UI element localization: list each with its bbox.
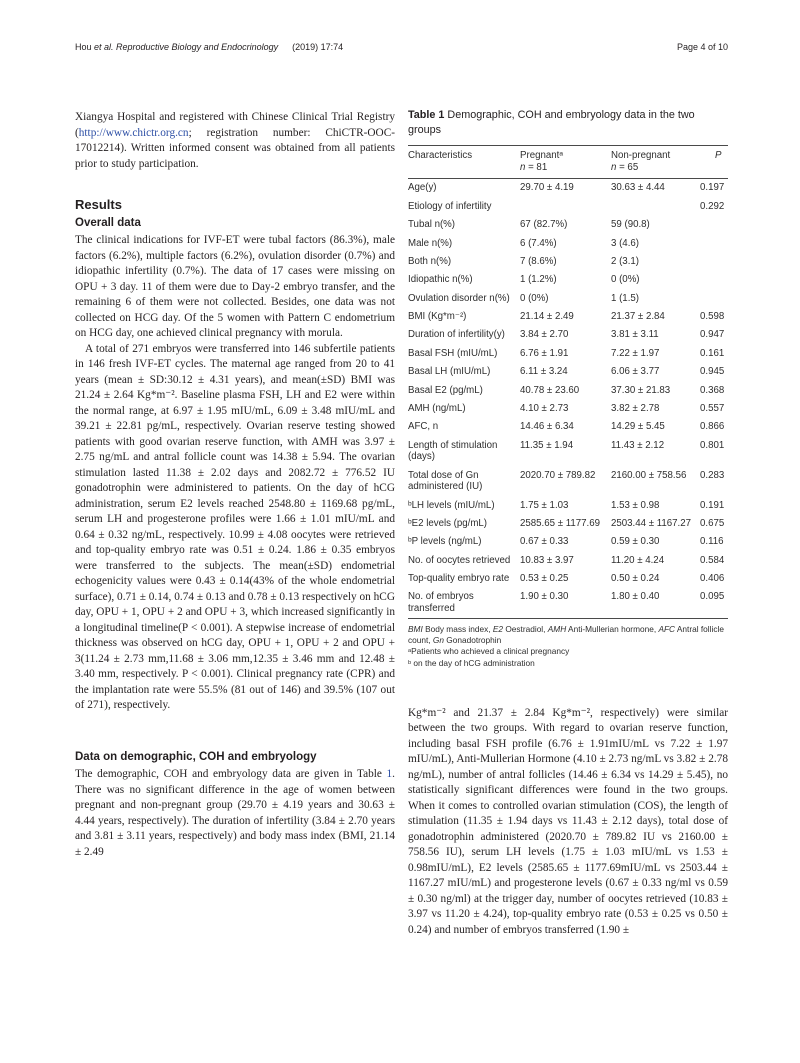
nonpregnant-value: 2 (3.1) — [611, 255, 639, 267]
demographic-text-post: . There was no significant difference in the age of women between pregnant and non-pregnant group (29.70 ± 4.19 years and 30.63 ± 4.44 years, respectively). The duration of infertility (3.84 ± 2.70 years and 3.81 ± 3.11 years, respectively) and body mass index (BMI, 21.14 ± 2.49 — [75, 768, 395, 858]
nonpregnant-value: 7.22 ± 1.97 — [611, 347, 660, 359]
p-value — [700, 219, 728, 231]
row-label: Etiology of infertility — [408, 200, 492, 212]
row-label: Ovulation disorder n(%) — [408, 292, 510, 304]
nonpregnant-value: 2160.00 ± 758.56 — [611, 469, 687, 481]
row-label: Both n(%) — [408, 255, 452, 267]
table-row — [408, 496, 728, 514]
table-row — [408, 588, 728, 618]
p-value: 0.557 — [700, 402, 725, 414]
table-row — [408, 363, 728, 381]
overall-data-heading: Overall data — [75, 216, 141, 229]
p-value: 0.368 — [700, 384, 725, 396]
footnote-b: ᵇ on the day of hCG administration — [408, 657, 535, 668]
results-heading: Results — [75, 197, 122, 212]
row-label: No. of embryos transferred — [408, 591, 474, 615]
table-row — [408, 570, 728, 588]
pregnant-value: 0.67 ± 0.33 — [520, 536, 569, 548]
nonpregnant-value: 30.63 ± 4.44 — [611, 182, 665, 194]
nonpregnant-value: 11.43 ± 2.12 — [611, 439, 665, 451]
pregnant-value: 3.84 ± 2.70 — [520, 329, 569, 341]
table-row — [408, 179, 728, 197]
pregnant-value: 0 (0%) — [520, 292, 549, 304]
row-label: AFC, n — [408, 421, 439, 433]
nonpregnant-value: 14.29 ± 5.45 — [611, 421, 665, 433]
p-value — [700, 238, 728, 250]
citation-year-volume: (2019) 17:74 — [292, 42, 344, 52]
pregnant-value — [520, 201, 611, 213]
table-title-text: Demographic, COH and embryology data in the two groups — [408, 109, 695, 136]
demographic-text-pre: The demographic, COH and embryology data are given in Table — [75, 768, 387, 780]
nonpregnant-value: 3.82 ± 2.78 — [611, 402, 660, 414]
pregnant-value: 1 (1.2%) — [520, 274, 557, 286]
nonpregnant-value: 1 (1.5) — [611, 292, 639, 304]
intro-paragraph — [75, 110, 395, 172]
p-value: 0.095 — [700, 591, 725, 603]
row-label: Duration of infertility(y) — [408, 329, 505, 341]
row-label: ᵇE2 levels (pg/mL) — [408, 517, 488, 529]
running-head-citation — [75, 42, 343, 52]
table-row — [408, 234, 728, 252]
p-value: 0.598 — [700, 311, 725, 323]
row-label: AMH (ng/mL) — [408, 402, 466, 414]
nonpregnant-value: 11.20 ± 4.24 — [611, 554, 665, 566]
p-value: 0.292 — [700, 200, 725, 212]
pregnant-value: 40.78 ± 23.60 — [520, 384, 580, 396]
p-value: 0.197 — [700, 182, 725, 194]
column-header-nonpregnant — [611, 150, 700, 174]
pregnant-value: 67 (82.7%) — [520, 219, 568, 231]
p-value: 0.584 — [700, 554, 725, 566]
table-row — [408, 551, 728, 569]
pregnant-value: 2585.65 ± 1177.69 — [520, 517, 601, 529]
row-label: Male n(%) — [408, 237, 453, 249]
table-row — [408, 466, 728, 496]
pregnant-value: 7 (8.6%) — [520, 255, 557, 267]
p-value: 0.406 — [700, 573, 725, 585]
p-value: 0.283 — [700, 469, 725, 481]
table-row — [408, 326, 728, 344]
pregnant-value: 21.14 ± 2.49 — [520, 311, 574, 323]
table-row — [408, 289, 728, 307]
row-label: Age(y) — [408, 182, 437, 194]
table-row — [408, 381, 728, 399]
nonpregnant-value: 2503.44 ± 1167.27 — [611, 517, 692, 529]
pregnant-value: 6 (7.4%) — [520, 237, 557, 249]
nonpregnant-value: 59 (90.8) — [611, 219, 650, 231]
row-label: No. of oocytes retrieved — [408, 554, 511, 566]
column-header-nonpregnant-n: n = 65 — [611, 162, 639, 173]
row-label: Tubal n(%) — [408, 219, 456, 231]
intro-text-pre: Xiangya Hospital and registered with Chinese Clinical Trial Registry ( — [75, 111, 395, 139]
row-label: Top-quality embryo rate — [408, 573, 510, 585]
pregnant-value: 10.83 ± 3.97 — [520, 554, 574, 566]
nonpregnant-value: 0 (0%) — [611, 274, 640, 286]
right-column — [408, 108, 728, 938]
p-value — [700, 293, 728, 305]
pregnant-value: 29.70 ± 4.19 — [520, 182, 574, 194]
table-row — [408, 253, 728, 271]
table-1-reference-link[interactable]: 1 — [386, 768, 393, 780]
pregnant-value: 6.76 ± 1.91 — [520, 347, 569, 359]
nonpregnant-value: 21.37 ± 2.84 — [611, 311, 665, 323]
column-header-pregnant — [520, 150, 611, 174]
pregnant-value: 14.46 ± 6.34 — [520, 421, 574, 433]
running-head — [75, 42, 728, 52]
column-header-p: P — [715, 150, 722, 161]
table-row — [408, 344, 728, 362]
row-label: Basal FSH (mIU/mL) — [408, 347, 498, 359]
registry-url-link[interactable]: http://www.chictr.org.cn — [78, 126, 189, 139]
table-row — [408, 400, 728, 418]
author-name: Hou — [75, 42, 95, 52]
p-value: 0.191 — [700, 499, 725, 511]
row-label: Total dose of Gn administered (IU) — [408, 469, 483, 493]
row-label: BMI (Kg*m⁻²) — [408, 311, 467, 323]
nonpregnant-value: 0.59 ± 0.30 — [611, 536, 660, 548]
pregnant-value: 2020.70 ± 789.82 — [520, 469, 596, 481]
abbreviation-note: BMI Body mass index, E2 Oestradiol, AMH Anti-Mullerian hormone, AFC Antral follicle count, Gn Gonadotrophin — [408, 624, 724, 646]
nonpregnant-value: 6.06 ± 3.77 — [611, 366, 660, 378]
pregnant-value: 0.53 ± 0.25 — [520, 573, 569, 585]
nonpregnant-value: 0.50 ± 0.24 — [611, 573, 660, 585]
demographic-heading: Data on demographic, COH and embryology — [75, 750, 317, 763]
p-value: 0.866 — [700, 421, 725, 433]
nonpregnant-value: 1.80 ± 0.40 — [611, 591, 660, 603]
table-row — [408, 418, 728, 436]
row-label: ᵇLH levels (mIU/mL) — [408, 499, 495, 511]
table-1 — [408, 108, 728, 669]
column-header-pregnant-n: n = 81 — [520, 162, 548, 173]
table-row — [408, 216, 728, 234]
intro-text-post: ; registration number: ChiCTR-OOC-17012214). Written informed consent was obtained from all patients prior to study participation. — [75, 126, 395, 170]
continued-paragraph: Kg*m⁻² and 21.37 ± 2.84 Kg*m⁻², respectively) were similar between the two groups. With regard to ovarian reserve function, including basal FSH profile (6.76 ± 1.91mIU/mL vs 7.22 ± 1.97 mIU/mL), Anti-Mullerian Hormone (4.10 ± 2.73 ng/mL vs 3.82 ± 2.78 ng/mL), number of antral follicles (14.46 ± 6.34 vs 14.29 ± 5.45), no statistically significant differences were found in the two groups. When it comes to controlled ovarian stimulation (COS), the length of stimulation (11.35 ± 1.94 days vs 11.43 ± 2.12 days), total dose of gonadotrophin administered (2020.70 ± 789.82 IU vs 2160.00 ± 758.56 IU), serum LH levels (1.75 ± 1.03 mIU/mL vs 1.53 ± 0.98mIU/mL), E2 levels (2585.65 ± 1177.69mIU/mL vs 2503.44 ± 1167.27 mIU/mL) and progesterone levels (0.67 ± 0.33 ng/ml vs 0.59 ± 0.30 ng/ml) at the trigger day, number of oocytes retrieved (10.83 ± 3.97 vs 11.20 ± 4.24), top-quality embryo rate (0.53 ± 0.25 vs 0.50 ± 0.24) and number of embryos transferred (1.90 ± — [408, 706, 728, 936]
left-column — [75, 110, 395, 860]
pregnant-value: 4.10 ± 2.73 — [520, 402, 569, 414]
row-label: Basal E2 (pg/mL) — [408, 384, 483, 396]
pregnant-value: 1.75 ± 1.03 — [520, 499, 569, 511]
table-row — [408, 271, 728, 289]
row-label: Basal LH (mIU/mL) — [408, 366, 491, 378]
table-title-label: Table 1 — [408, 109, 445, 121]
overall-data-paragraph-1: The clinical indications for IVF-ET were tubal factors (86.3%), male factors (6.2%), multiple factors (6.2%), ovulation disorder (0.7%) and idiopathic infertility (0.7%). The data of 17 cases were missing on OPU + 3 day. 11 of them were due to Day-2 embryo transfer, and the remaining 6 of them were not collected. Besides, one data was not collected on HCG day. Of the 5 women with Pattern C endometrium on HCG day, one achieved clinical pregnancy with morula. — [75, 234, 395, 339]
page-number: Page 4 of 10 — [676, 42, 728, 52]
overall-data-paragraph-2: A total of 271 embryos were transferred into 146 subfertile patients in 146 fresh IVF-ET cycles. The maternal age ranged from 20 to 41 years (mean ± SD:30.12 ± 4.31 years), and mean(±SD) BMI was 21.24 ± 2.64 Kg*m⁻². Baseline plasma FSH, LH and E2 were within the normal range, at 6.97 ± 1.95 mIU/mL, 6.09 ± 3.48 mIU/mL and 39.21 ± 22.81 pg/mL, respectively. Ovarian reserve testing showed patients with good ovarian reserve function, with AMH was 3.97 ± 2.75 ng/mL and antral follicle count was 14.38 ± 5.94. The ovarian stimulation lasted 11.38 ± 2.02 days and 2082.72 ± 776.52 IU gonadotrophin were administered to patients. On the day of hCG administration, serum E2 levels reached 2548.80 ± 1169.68 pg/mL, serum LH and progesterone profiles were 1.66 ± 1.01 mIU/mL and 0.64 ± 0.32 ng/mL, respectively. 10.99 ± 4.08 oocytes were retrieved and top-quality embryo rate was 0.51 ± 0.24. 1.86 ± 0.35 embryos were transferred to the subjects. The mean(±SD) endometrial echogenicity values were 0.43 ± 0.14(43% of the whole endometrial surface), 0.71 ± 0.14, 0.74 ± 0.13 and 0.78 ± 0.13 respectively on hCG day, OPU + 1, OPU + 2 and OPU + 3, which increased significantly in a longitudinal timeline(P < 0.001). A stepwise increase of endometrial thickness was observed on hCG day, OPU + 1, OPU + 2 and OPU + 3(11.24 ± 2.73 mm,11.68 ± 3.06 mm,12.35 ± 3.46 mm and 12.48 ± 3.40 mm, respectively. P < 0.001). Clinical pregnancy rate (CPR) and the implantation rate were 55.5% (81 out of 146) and 39.5% (107 out of 271), respectively. — [75, 342, 395, 711]
p-value: 0.945 — [700, 366, 725, 378]
table-footnotes — [408, 618, 728, 669]
column-header-pregnant-label: Pregnantᵃ — [520, 150, 563, 161]
nonpregnant-value: 1.53 ± 0.98 — [611, 499, 660, 511]
journal-title: et al. Reproductive Biology and Endocrinology — [94, 42, 279, 52]
table-row — [408, 308, 728, 326]
pregnant-value: 6.11 ± 3.24 — [520, 366, 568, 378]
p-value: 0.947 — [700, 329, 725, 341]
footnote-a: ᵃPatients who achieved a clinical pregnancy — [408, 646, 570, 657]
p-value: 0.116 — [700, 536, 724, 548]
demographic-paragraph — [75, 767, 395, 860]
nonpregnant-value: 37.30 ± 21.83 — [611, 384, 671, 396]
table-row — [408, 533, 728, 551]
table-title — [408, 108, 728, 137]
table-row — [408, 436, 728, 466]
row-label: ᵇP levels (ng/mL) — [408, 536, 482, 548]
nonpregnant-value — [611, 201, 700, 213]
nonpregnant-value: 3 (4.6) — [611, 237, 639, 249]
row-label: Idiopathic n(%) — [408, 274, 473, 286]
table-row — [408, 515, 728, 533]
pregnant-value: 1.90 ± 0.30 — [520, 591, 569, 603]
nonpregnant-value: 3.81 ± 3.11 — [611, 329, 659, 341]
p-value — [700, 274, 728, 286]
p-value: 0.161 — [700, 347, 725, 359]
table-header-row — [408, 145, 728, 179]
row-label: Length of stimulation (days) — [408, 439, 498, 463]
table-row — [408, 197, 728, 215]
p-value: 0.675 — [700, 517, 725, 529]
p-value: 0.801 — [700, 439, 725, 451]
column-header-nonpregnant-label: Non-pregnant — [611, 150, 671, 161]
p-value — [700, 256, 728, 268]
table-body — [408, 179, 728, 618]
pregnant-value: 11.35 ± 1.94 — [520, 439, 574, 451]
column-header-characteristics: Characteristics — [408, 150, 473, 161]
